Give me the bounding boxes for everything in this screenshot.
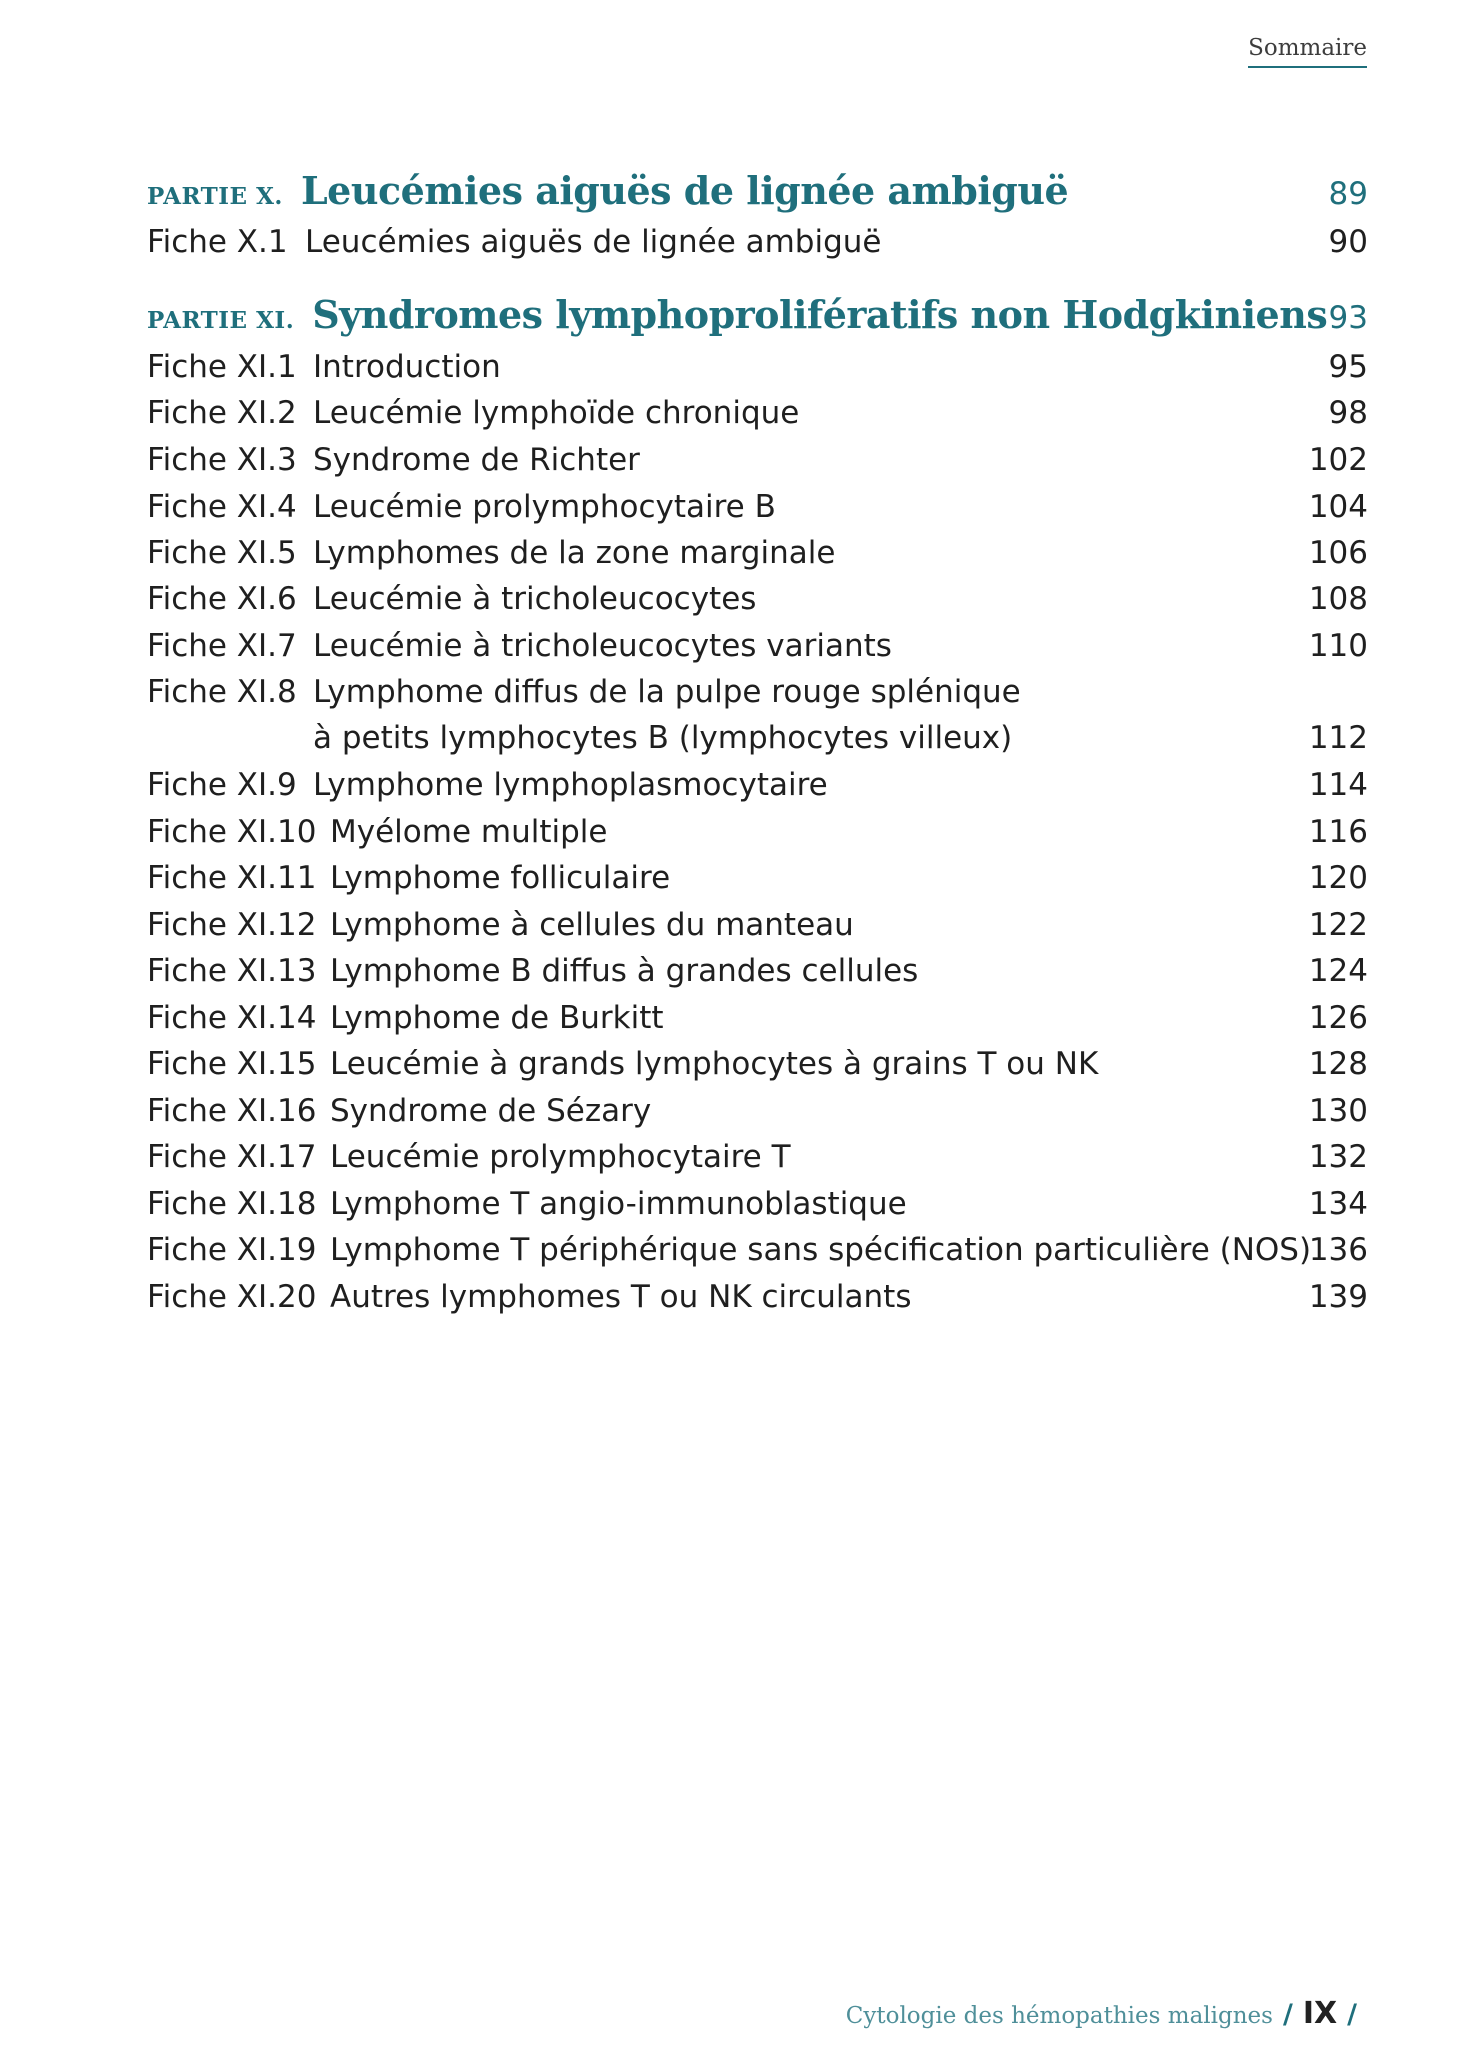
part-heading[interactable] [147,168,1368,218]
fiche-title: Introduction [313,349,501,385]
fiche-number: Fiche XI.9 [147,767,297,803]
part-title: Leucémies aiguës de lignée ambiguë [300,168,1069,213]
fiche-number: Fiche XI.12 [147,907,317,943]
fiche-page: 108 [1308,581,1368,617]
fiche-title: Syndrome de Richter [313,442,640,478]
page-footer [846,1996,1367,2031]
fiche-title: Lymphome diffus de la pulpe rouge splénique [313,674,1021,710]
fiche-number: Fiche XI.14 [147,1000,317,1036]
fiche-number: Fiche XI.20 [147,1279,317,1315]
fiche-page: 120 [1308,860,1368,896]
fiche-title: Lymphome T angio-immunoblastique [330,1186,907,1222]
fiche-page: 134 [1308,1186,1368,1222]
fiche-page: 132 [1308,1139,1368,1175]
fiche-page: 102 [1308,442,1368,478]
fiche-title: Leucémie lymphoïde chronique [313,395,800,431]
fiche-page: 116 [1308,814,1368,850]
footer-separator: / [1282,1999,1293,2030]
part-page: 93 [1328,300,1368,336]
fiche-number: Fiche XI.2 [147,395,297,431]
fiche-number: Fiche XI.3 [147,442,297,478]
fiche-page: 128 [1308,1046,1368,1082]
fiche-number: Fiche XI.15 [147,1046,317,1082]
fiche-page: 130 [1308,1093,1368,1129]
fiche-number: Fiche XI.13 [147,953,317,989]
fiche-page: 98 [1328,395,1368,431]
fiche-page: 106 [1308,535,1368,571]
fiche-number: Fiche XI.18 [147,1186,317,1222]
fiche-title: Leucémie prolymphocytaire T [330,1139,791,1175]
page-number: IX [1302,1996,1338,2031]
part-label: PARTIE XI. [147,307,295,334]
part-page: 89 [1328,176,1368,212]
fiche-number: Fiche X.1 [147,224,288,260]
fiche-number: Fiche XI.5 [147,535,297,571]
fiche-title: Leucémie à tricholeucocytes [313,581,757,617]
fiche-number: Fiche XI.19 [147,1232,317,1268]
part-label: PARTIE X. [147,183,283,210]
fiche-page: 139 [1308,1279,1368,1315]
footer-separator: / [1347,1999,1357,2030]
fiche-page: 95 [1328,349,1368,385]
book-title: Cytologie des hémopathies malignes [845,2003,1273,2029]
fiche-number: Fiche XI.17 [147,1139,317,1175]
fiche-title: Leucémies aiguës de lignée ambiguë [305,224,882,260]
fiche-title-continued: à petits lymphocytes B (lymphocytes villeux) [313,720,1013,756]
fiche-page: 124 [1308,953,1368,989]
fiche-number: Fiche XI.1 [147,349,297,385]
fiche-number: Fiche XI.4 [147,489,297,525]
fiche-page: 110 [1308,628,1368,664]
fiche-title: Lymphome folliculaire [330,860,671,896]
fiche-page: 90 [1328,224,1368,260]
fiche-title: Leucémie à grands lymphocytes à grains T ou NK [330,1046,1099,1082]
fiche-title: Syndrome de Sézary [330,1093,652,1129]
fiche-page: 136 [1308,1232,1368,1268]
fiche-title: Lymphome B diffus à grandes cellules [330,953,919,989]
fiche-page: 126 [1308,1000,1368,1036]
fiche-title: Myélome multiple [330,814,608,850]
fiche-title: Lymphome de Burkitt [330,1000,664,1036]
fiche-number: Fiche XI.11 [147,860,317,896]
part-heading[interactable] [147,292,1368,342]
fiche-number: Fiche XI.7 [147,628,297,664]
fiche-number: Fiche XI.6 [147,581,297,617]
fiche-page: 112 [1308,720,1368,756]
fiche-title: Lymphome à cellules du manteau [330,907,854,943]
running-header: Sommaire [1248,34,1367,68]
part-title: Syndromes lymphoprolifératifs non Hodgkiniens [312,292,1328,337]
fiche-number: Fiche XI.10 [147,814,317,850]
fiche-page: 122 [1308,907,1368,943]
fiche-title: Autres lymphomes T ou NK circulants [330,1279,912,1315]
fiche-page: 104 [1308,489,1368,525]
fiche-number: Fiche XI.16 [147,1093,317,1129]
fiche-title: Lymphomes de la zone marginale [313,535,836,571]
fiche-title: Lymphome T périphérique sans spécification particulière (NOS) [330,1232,1312,1268]
fiche-title: Leucémie à tricholeucocytes variants [313,628,892,664]
fiche-title: Leucémie prolymphocytaire B [313,489,776,525]
fiche-title: Lymphome lymphoplasmocytaire [313,767,828,803]
fiche-number: Fiche XI.8 [147,674,297,710]
fiche-page: 114 [1308,767,1368,803]
